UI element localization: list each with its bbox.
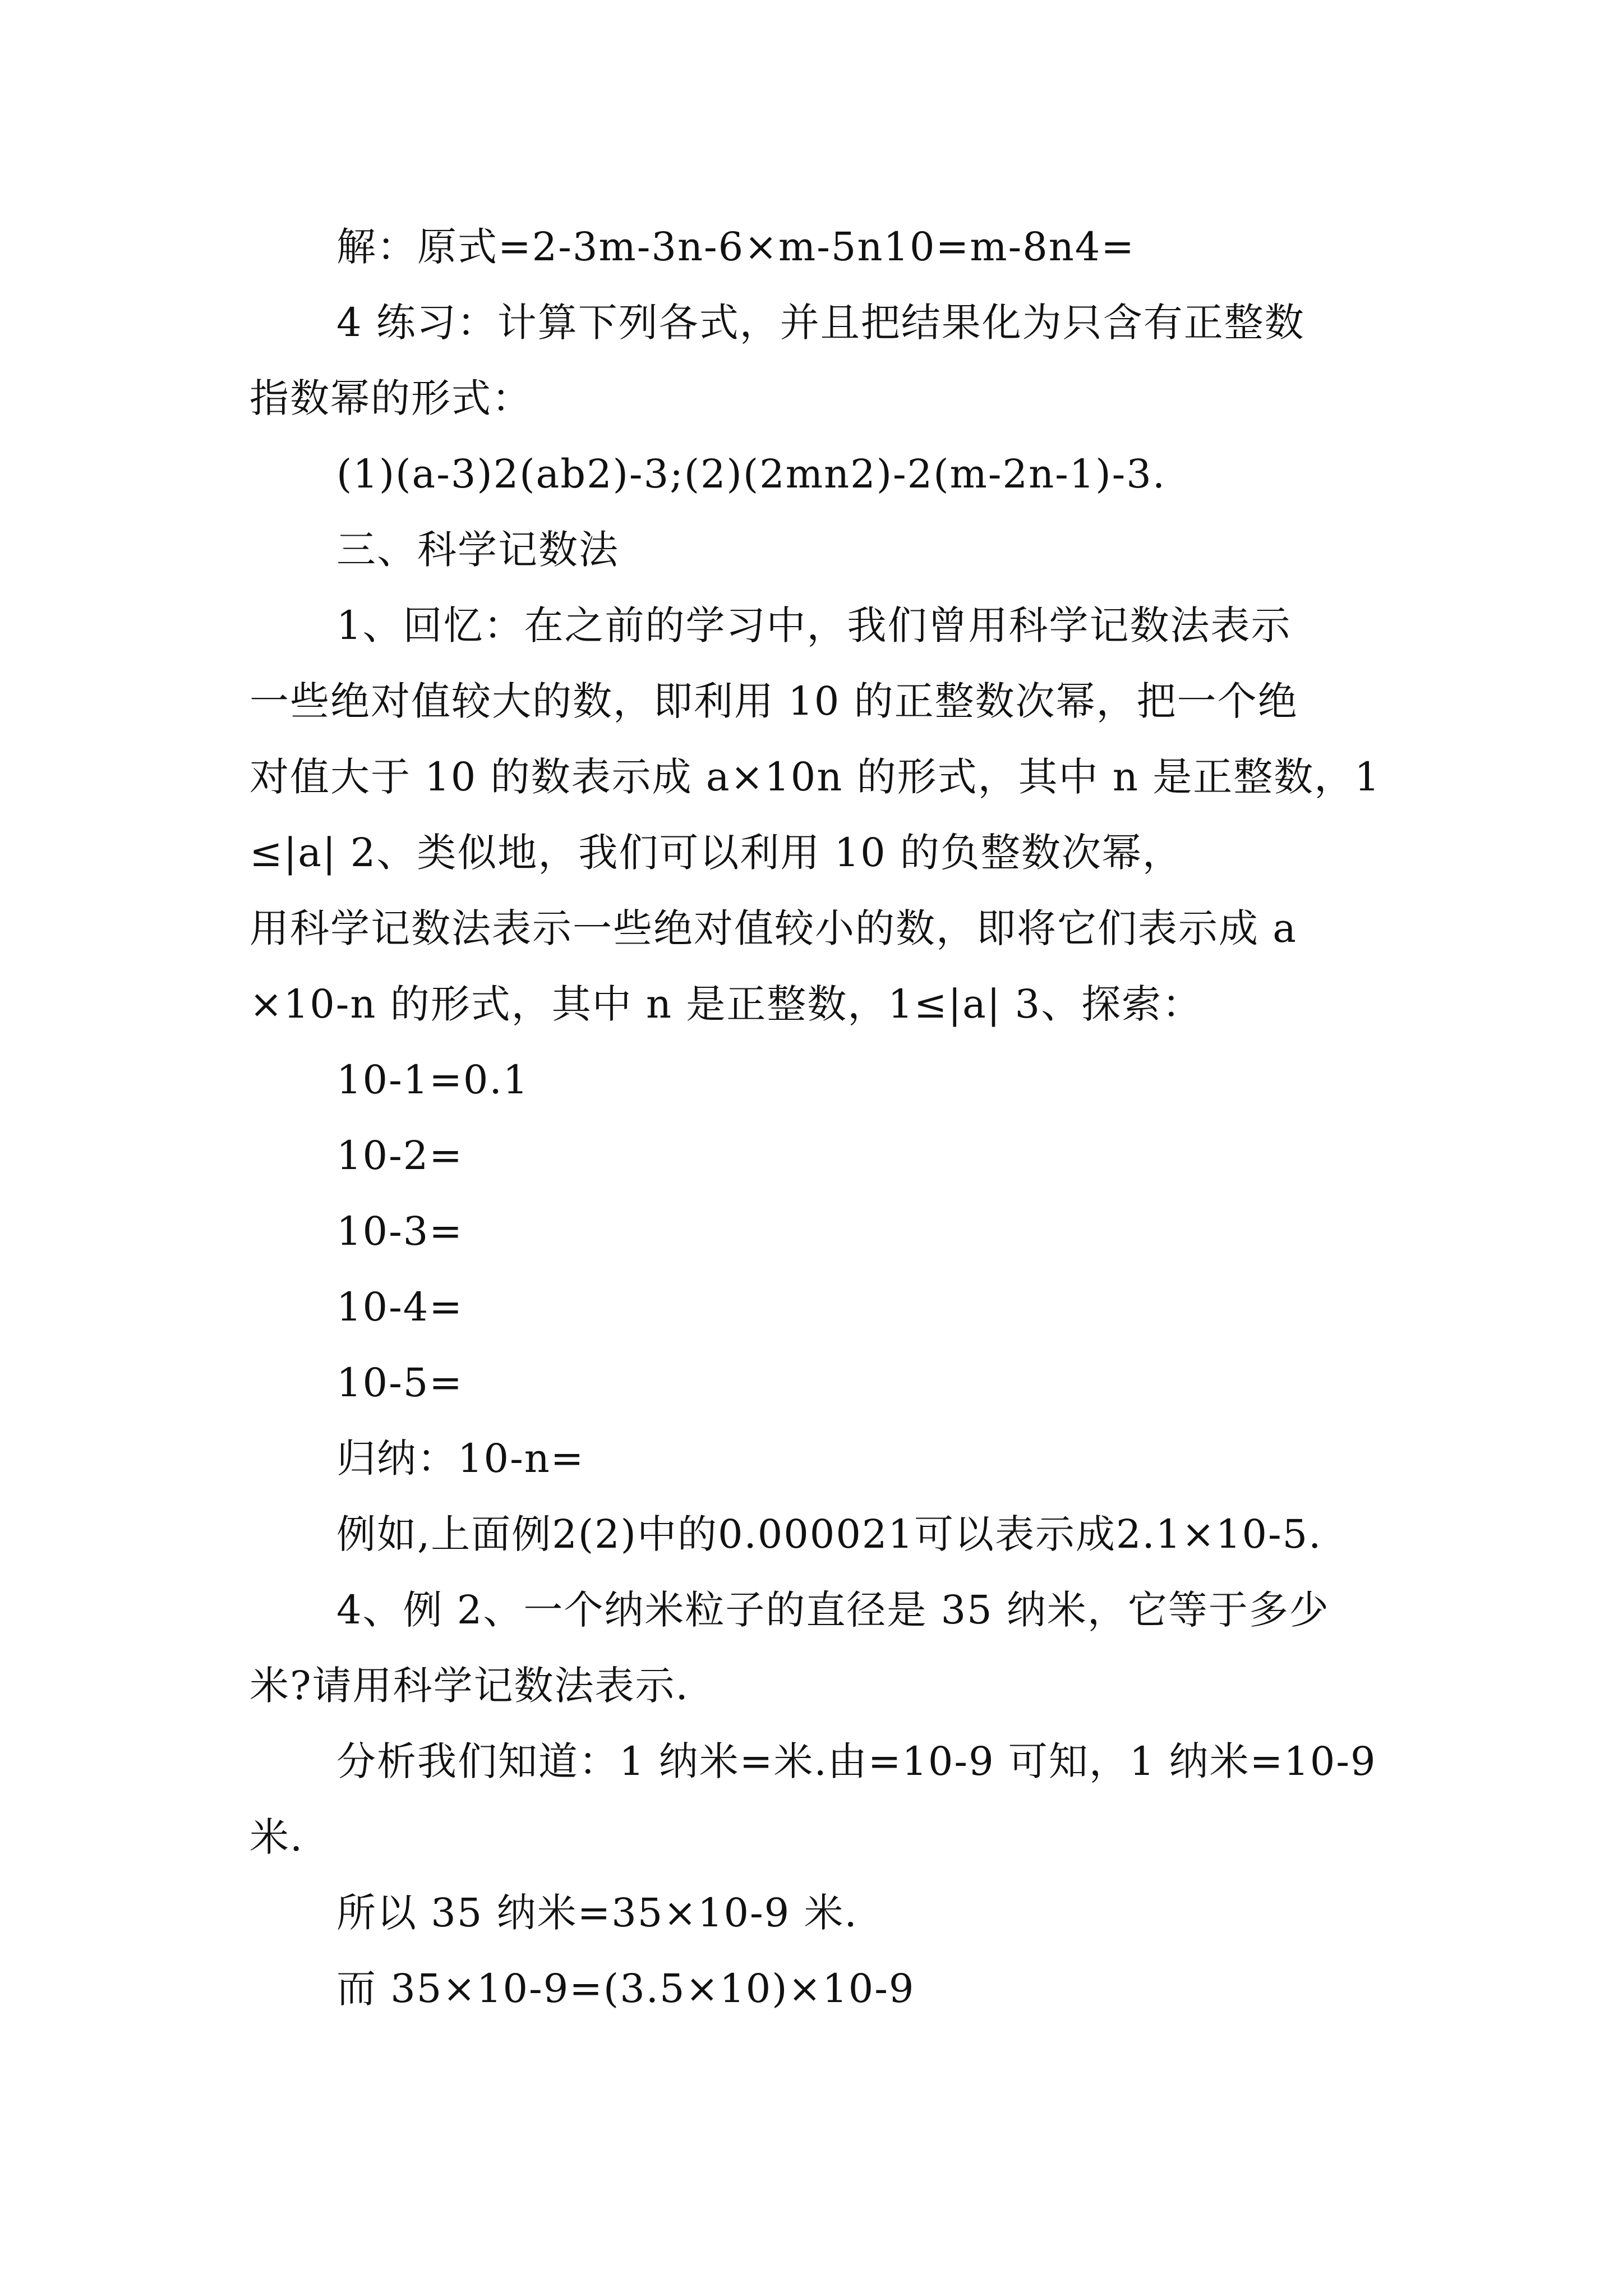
text-line: (1)(a-3)2(ab2)-3;(2)(2mn2)-2(m-2n-1)-3. (336, 451, 1166, 497)
text-line: 10-1=0.1 (336, 1057, 529, 1103)
text-line: 10-3= (336, 1208, 463, 1254)
text-line: 10-5= (336, 1360, 463, 1406)
text-line: 例如,上面例2(2)中的0.000021可以表示成2.1×10-5. (336, 1511, 1322, 1557)
text-line: ×10-n 的形式，其中 n 是正整数，1≤|a| 3、探索： (250, 981, 1203, 1027)
section-heading: 三、科学记数法 (336, 527, 619, 573)
text-line: 用科学记数法表示一些绝对值较小的数，即将它们表示成 a (250, 905, 1297, 951)
text-line: 指数幂的形式： (250, 375, 532, 421)
text-line: 米?请用科学记数法表示. (250, 1663, 689, 1709)
text-line: 10-4= (336, 1284, 463, 1330)
text-line: 4 练习：计算下列各式，并且把结果化为只含有正整数 (336, 300, 1305, 346)
text-line: 归纳：10-n= (336, 1435, 585, 1481)
text-line: 解：原式=2-3m-3n-6×m-5n10=m-8n4= (336, 224, 1136, 270)
text-line: 4、例 2、一个纳米粒子的直径是 35 纳米，它等于多少 (336, 1587, 1330, 1633)
text-line: 而 35×10-9=(3.5×10)×10-9 (336, 1966, 915, 2012)
text-line: 一些绝对值较大的数，即利用 10 的正整数次幂，把一个绝 (250, 678, 1298, 724)
text-line: 10-2= (336, 1133, 463, 1179)
text-line: 所以 35 纳米=35×10-9 米. (336, 1890, 858, 1936)
text-line: 分析我们知道：1 纳米=米.由=10-9 可知，1 纳米=10-9 (336, 1738, 1377, 1784)
text-line: ≤|a| 2、类似地，我们可以利用 10 的负整数次幂， (250, 830, 1183, 876)
text-line: 对值大于 10 的数表示成 a×10n 的形式，其中 n 是正整数，1 (250, 754, 1381, 800)
text-line: 1、回忆：在之前的学习中，我们曾用科学记数法表示 (336, 602, 1292, 648)
text-line: 米. (250, 1814, 304, 1860)
